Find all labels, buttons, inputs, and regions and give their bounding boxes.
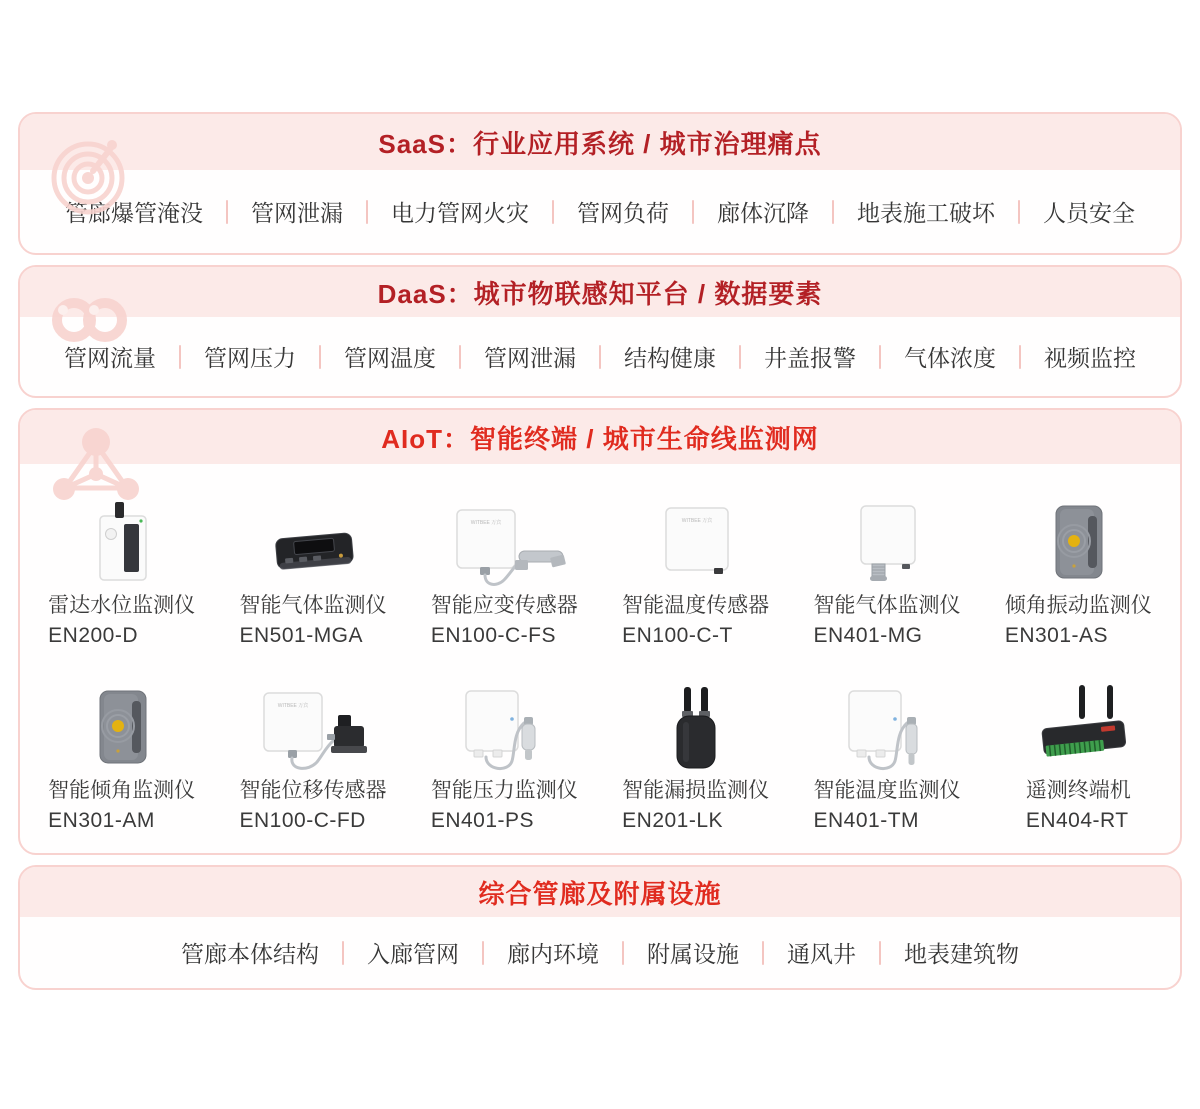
device-model: EN100-C-T — [622, 623, 733, 647]
saas-panel — [18, 112, 1182, 255]
device-model: EN200-D — [48, 623, 139, 647]
device-image-temperature-monitor — [812, 681, 962, 776]
device-name: 智能应变传感器 — [430, 593, 578, 617]
device-card — [26, 660, 217, 836]
device-name: 智能倾角监测仪 — [48, 779, 196, 802]
aiot-header — [20, 410, 1180, 464]
device-image-pressure-monitor — [429, 681, 579, 776]
facility-item: 入廊管网 — [367, 941, 459, 967]
device-card — [600, 660, 791, 836]
device-name: 智能气体监测仪 — [813, 593, 961, 617]
data-element-item: 管网温度 — [344, 345, 436, 371]
device-card — [791, 660, 982, 836]
facility-panel — [18, 865, 1182, 990]
device-card — [600, 474, 791, 650]
svg-text:WITBEE 万宾: WITBEE 万宾 — [277, 703, 309, 709]
facility-header — [20, 867, 1180, 917]
device-image-telemetry-terminal — [1003, 681, 1153, 776]
device-model: EN100-C-FS — [430, 623, 557, 647]
facility-item: 通风井 — [787, 941, 856, 967]
device-card — [409, 474, 600, 650]
pain-point-item: 廊体沉降 — [717, 200, 809, 226]
device-image-gas-monitor-black — [238, 496, 388, 591]
device-card — [983, 660, 1174, 836]
device-image-displacement-sensor — [238, 681, 388, 776]
saas-header — [20, 114, 1180, 170]
device-image-tilt-vibration-monitor — [1003, 496, 1153, 591]
data-element-item: 结构健康 — [624, 345, 716, 371]
device-image-leak-monitor — [621, 681, 771, 776]
device-model: EN301-AM — [48, 809, 155, 832]
device-image-temperature-sensor — [621, 496, 771, 591]
pain-point-item: 管廊爆管淹没 — [65, 200, 203, 226]
device-card — [791, 474, 982, 650]
data-element-item: 管网流量 — [64, 345, 156, 371]
pain-point-item: 电力管网火灾 — [391, 200, 529, 226]
device-name: 智能漏损监测仪 — [622, 779, 770, 802]
data-element-item: 视频监控 — [1044, 345, 1136, 371]
device-name: 智能温度传感器 — [622, 593, 770, 617]
device-name: 智能位移传感器 — [239, 779, 387, 802]
device-model: EN501-MGA — [239, 623, 364, 647]
device-model: EN301-AS — [1004, 623, 1109, 647]
saas-title: SaaS：行业应用系统 / 城市治理痛点 — [378, 128, 822, 159]
pain-point-item: 人员安全 — [1043, 200, 1135, 226]
device-name: 倾角振动监测仪 — [1004, 593, 1152, 617]
device-name: 智能温度监测仪 — [813, 779, 961, 802]
daas-items-row — [20, 317, 1180, 396]
facility-title: 综合管廊及附属设施 — [478, 878, 722, 909]
device-model: EN401-PS — [430, 809, 535, 832]
device-grid — [20, 464, 1180, 853]
device-card — [26, 474, 217, 650]
device-card — [217, 660, 408, 836]
device-card — [983, 474, 1174, 650]
device-model: EN401-MG — [813, 623, 923, 647]
daas-panel — [18, 265, 1182, 398]
data-element-item: 气体浓度 — [904, 345, 996, 371]
device-card — [217, 474, 408, 650]
device-image-gas-monitor-white — [812, 496, 962, 591]
aiot-title: AIoT：智能终端 / 城市生命线监测网 — [381, 423, 819, 454]
data-element-item: 管网压力 — [204, 345, 296, 371]
device-card — [409, 660, 600, 836]
daas-header — [20, 267, 1180, 317]
device-name: 遥测终端机 — [1025, 779, 1131, 802]
device-name: 智能气体监测仪 — [239, 593, 387, 617]
pain-point-item: 管网负荷 — [577, 200, 669, 226]
facility-item: 附属设施 — [647, 941, 739, 967]
facility-item: 廊内环境 — [507, 941, 599, 967]
saas-items-row — [20, 170, 1180, 253]
facility-items-row — [20, 917, 1180, 988]
daas-title: DaaS：城市物联感知平台 / 数据要素 — [377, 278, 823, 309]
device-name: 智能压力监测仪 — [430, 779, 578, 802]
device-name: 雷达水位监测仪 — [48, 593, 196, 617]
data-element-item: 管网泄漏 — [484, 345, 576, 371]
device-model: EN201-LK — [622, 809, 724, 832]
device-model: EN404-RT — [1025, 809, 1129, 832]
device-image-strain-sensor — [429, 496, 579, 591]
svg-text:WITBEE 万宾: WITBEE 万宾 — [681, 517, 712, 524]
device-model: EN401-TM — [813, 809, 920, 832]
device-model: EN100-C-FD — [239, 809, 366, 832]
svg-text:WITBEE 万宾: WITBEE 万宾 — [471, 519, 502, 526]
device-image-tilt-monitor — [47, 681, 197, 776]
aiot-panel — [18, 408, 1182, 855]
facility-item: 管廊本体结构 — [181, 941, 319, 967]
data-element-item: 井盖报警 — [764, 345, 856, 371]
facility-item: 地表建筑物 — [904, 941, 1019, 967]
device-image-radar-water-level — [47, 496, 197, 591]
pain-point-item: 地表施工破坏 — [857, 200, 995, 226]
pain-point-item: 管网泄漏 — [251, 200, 343, 226]
